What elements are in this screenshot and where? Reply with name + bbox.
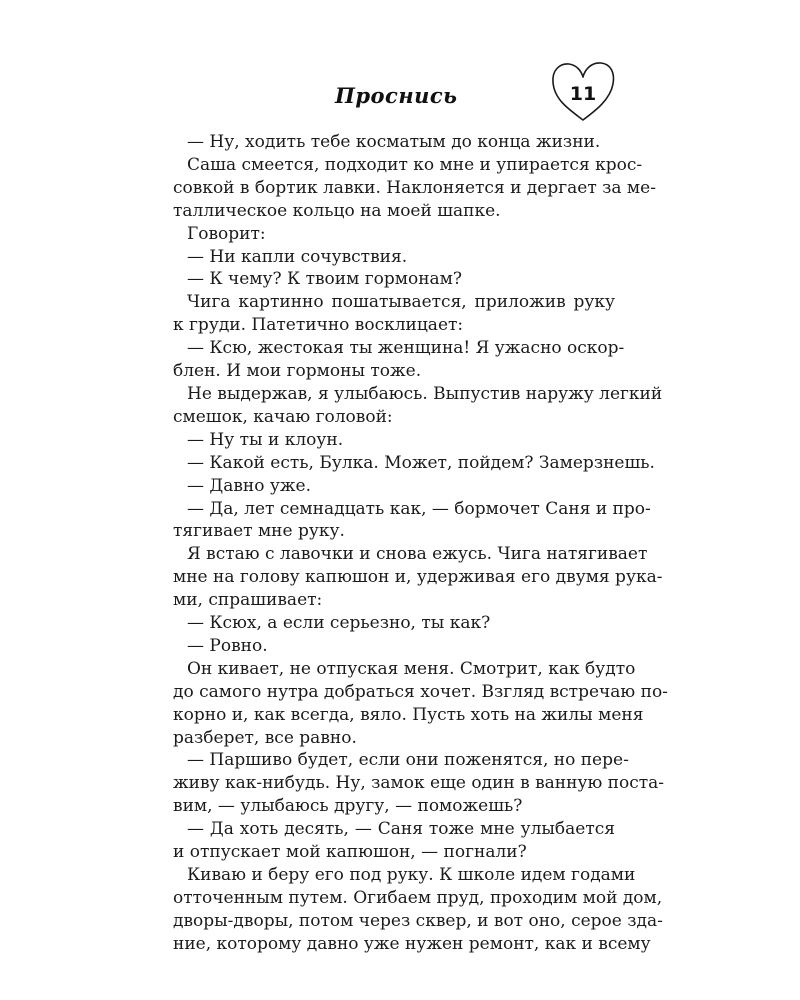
text-line: Он кивает, не отпуская меня. Смотрит, как будто [187,658,636,679]
running-title: Проснись [335,83,458,108]
text-line: ми, спрашивает: [173,590,323,611]
text-line: тягивает мне руку. [173,521,345,542]
text-line: — Ровно. [187,635,268,656]
text-line: блен. И мои гормоны тоже. [173,361,422,382]
text-line: и отпускает мой капюшон, — погнали? [173,842,527,863]
text-paragraph [173,337,625,383]
text-line: Не выдержав, я улыбаюсь. Выпустив наружу легкий [187,383,663,404]
text-line: — Ну, ходить тебе косматым до конца жизни. [187,132,601,152]
text-line: совкой в бортик лавки. Наклоняется и дергает за ме- [173,177,656,198]
text-paragraph [173,154,656,223]
text-line: дворы-дворы, потом через сквер, и вот оно, серое зда- [173,910,663,931]
text-paragraph [173,268,615,291]
text-line: — Ксюх, а если серьезно, ты как? [187,613,491,634]
text-line: Чига картинно пошатывается, приложив руку [187,292,615,313]
text-paragraph [173,452,655,475]
text-line: разберет, все равно. [173,727,357,748]
text-line: ние, которому давно уже нужен ремонт, как и всему [173,933,651,954]
text-line: — К чему? К твоим гормонам? [187,269,463,290]
text-line: корно и, как всегда, вяло. Пусть хоть на жилы меня [173,704,644,725]
text-paragraph [173,131,615,154]
text-line: — Ксю, жестокая ты женщина! Я ужасно оскор- [187,338,625,359]
text-line: до самого нутра добраться хочет. Взгляд встречаю по- [173,681,668,702]
text-line: к груди. Патетично восклицает: [173,315,464,336]
text-paragraph [173,475,615,498]
text-line: смешок, качаю головой: [173,406,393,427]
text-line: — Паршиво будет, если они поженятся, но пере- [187,750,629,771]
text-paragraph [173,635,615,658]
text-line: отточенным путем. Огибаем пруд, проходим мой дом, [173,887,663,908]
text-paragraph [173,383,663,429]
text-paragraph [173,818,615,864]
text-line: Киваю и беру его под руку. К школе идем годами [187,865,636,885]
text-line: Говорит: [187,223,266,244]
text-line: — Какой есть, Булка. Может, пойдем? Замерзнешь. [187,452,655,473]
text-paragraph [173,498,651,544]
text-line: таллическое кольцо на моей шапке. [173,200,501,221]
text-line: — Ну ты и клоун. [187,429,344,450]
text-line: — Да хоть десять, — Саня тоже мне улыбается [187,819,615,840]
text-line: мне на голову капюшон и, удерживая его двумя рука- [173,567,663,588]
text-line: Я встаю с лавочки и снова ежусь. Чига натягивает [187,544,648,565]
text-line: живу как-нибудь. Ну, замок еще один в ванную поста- [173,773,665,794]
text-paragraph [173,612,615,635]
text-line: — Давно уже. [187,475,312,496]
text-line: — Да, лет семнадцать как, — бормочет Саня и про- [187,498,651,519]
text-paragraph [173,543,663,612]
text-line: вим, — улыбаюсь другу, — поможешь? [173,796,523,817]
text-paragraph [173,658,668,750]
text-paragraph [173,246,615,269]
text-paragraph [173,864,663,956]
text-line: Саша смеется, подходит ко мне и упирается крос- [187,154,643,175]
body-text [173,131,668,956]
text-paragraph [173,429,615,452]
page-number: 11 [569,83,597,105]
text-paragraph [173,291,615,337]
page-number-badge [548,58,618,124]
text-paragraph [173,223,615,246]
text-line: — Ни капли сочувствия. [187,246,408,267]
text-paragraph [173,749,665,818]
